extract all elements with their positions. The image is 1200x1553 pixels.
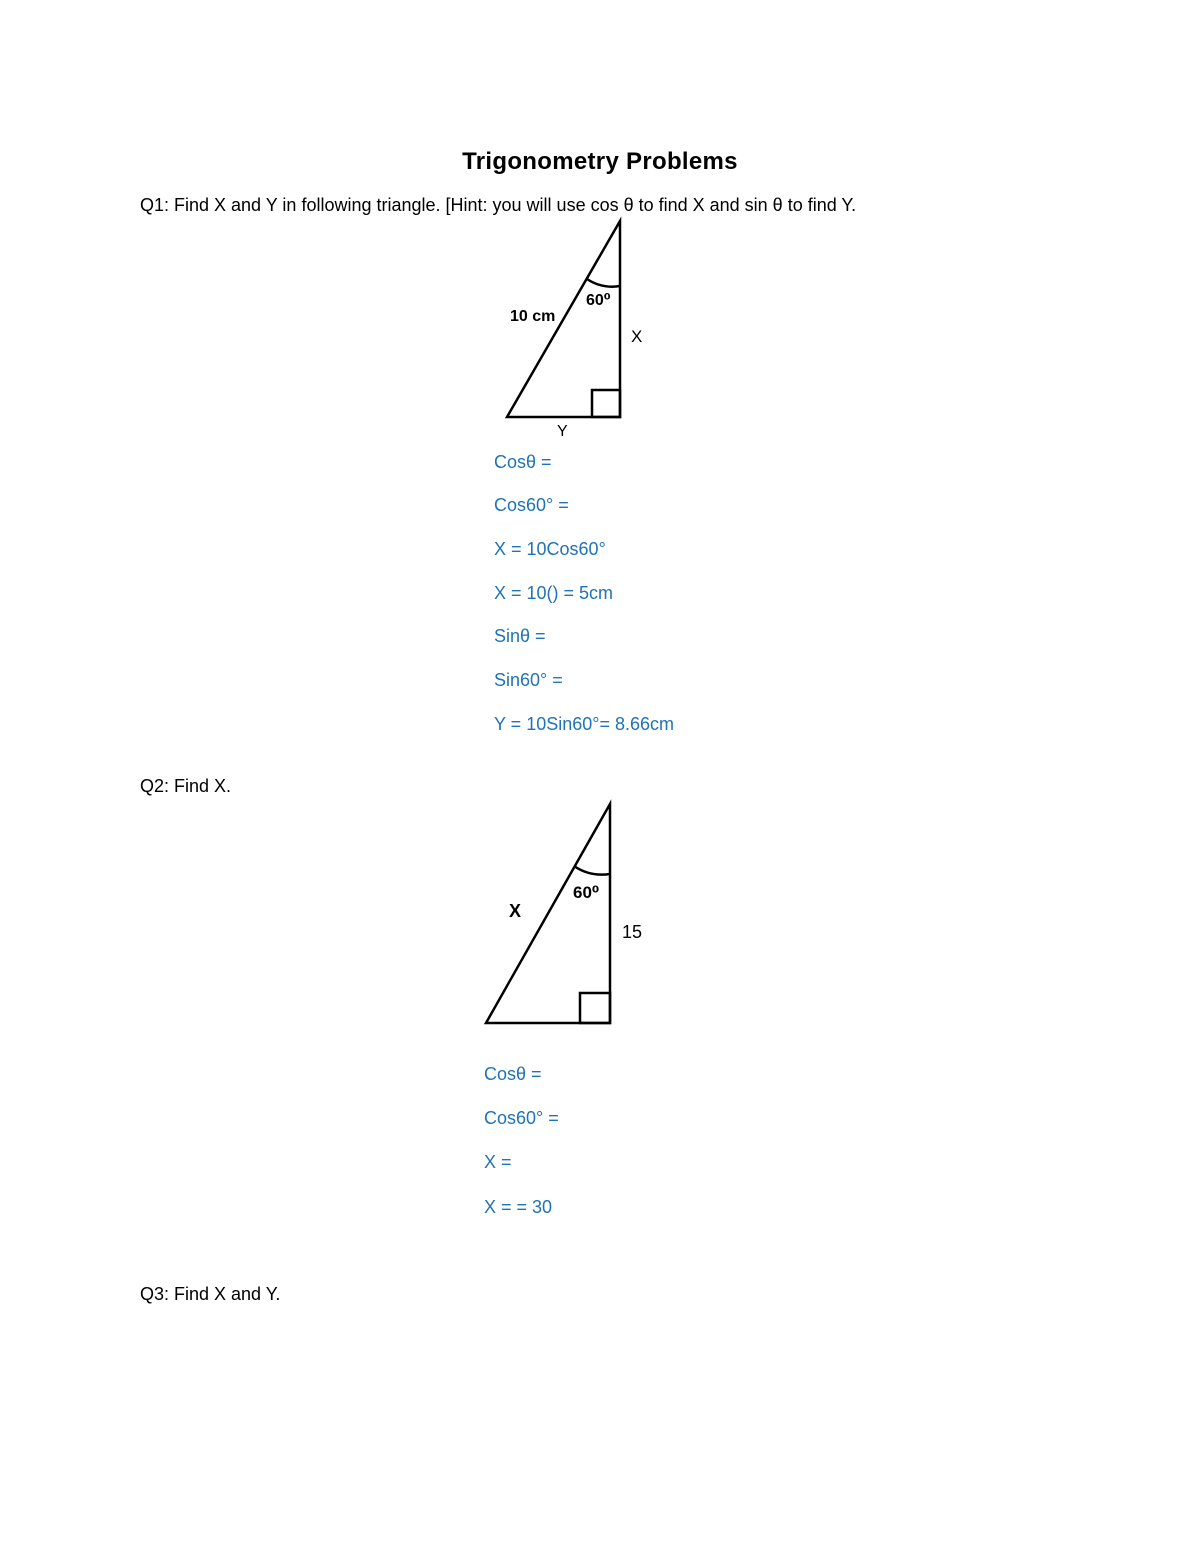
q1-solution-line-5: Sinθ =	[494, 626, 546, 646]
right-angle-marker-1	[592, 390, 620, 417]
question-2-text: Find X.	[169, 776, 232, 796]
question-1-label: Q1:	[140, 195, 170, 215]
q2-solution-line-2: Cos60° =	[484, 1108, 559, 1128]
question-3-text: Find X and Y.	[169, 1284, 281, 1304]
question-3-label: Q3:	[140, 1284, 170, 1304]
q1-solution-line-3: X = 10Cos60°	[494, 539, 606, 559]
question-2	[140, 776, 231, 797]
angle-label-1: 60⁰	[586, 292, 611, 309]
page-title: Trigonometry Problems	[462, 148, 738, 175]
question-1-text: Find X and Y in following triangle. [Hint: you will use cos θ to find X and sin θ to find Y.	[169, 195, 857, 215]
q2-solution-line-4: X = = 30	[484, 1197, 553, 1217]
q1-solution-line-1: Cosθ =	[494, 452, 552, 472]
question-3	[140, 1284, 280, 1305]
q1-solution-line-6: Sin60° =	[494, 670, 563, 690]
question-2-label: Q2:	[140, 776, 170, 796]
triangle-2-outline	[486, 804, 610, 1023]
side-y-label-1: Y	[557, 423, 568, 440]
q1-solution-line-7: Y = 10Sin60°= 8.66cm	[494, 714, 674, 734]
side-label-15: 15	[622, 922, 643, 942]
angle-arc-2	[574, 866, 610, 875]
side-x-label-1: X	[631, 327, 643, 346]
right-angle-marker-2	[580, 993, 610, 1023]
hypotenuse-label-2: X	[509, 901, 522, 921]
angle-arc-1	[587, 279, 620, 287]
q2-solution-line-3: X =	[484, 1152, 512, 1172]
hypotenuse-label-1: 10 cm	[510, 308, 556, 325]
q1-solution-line-4: X = 10() = 5cm	[494, 583, 614, 603]
q2-solution-line-1: Cosθ =	[484, 1064, 542, 1084]
q1-solution-line-2: Cos60° =	[494, 495, 569, 515]
angle-label-2: 60⁰	[573, 883, 600, 902]
